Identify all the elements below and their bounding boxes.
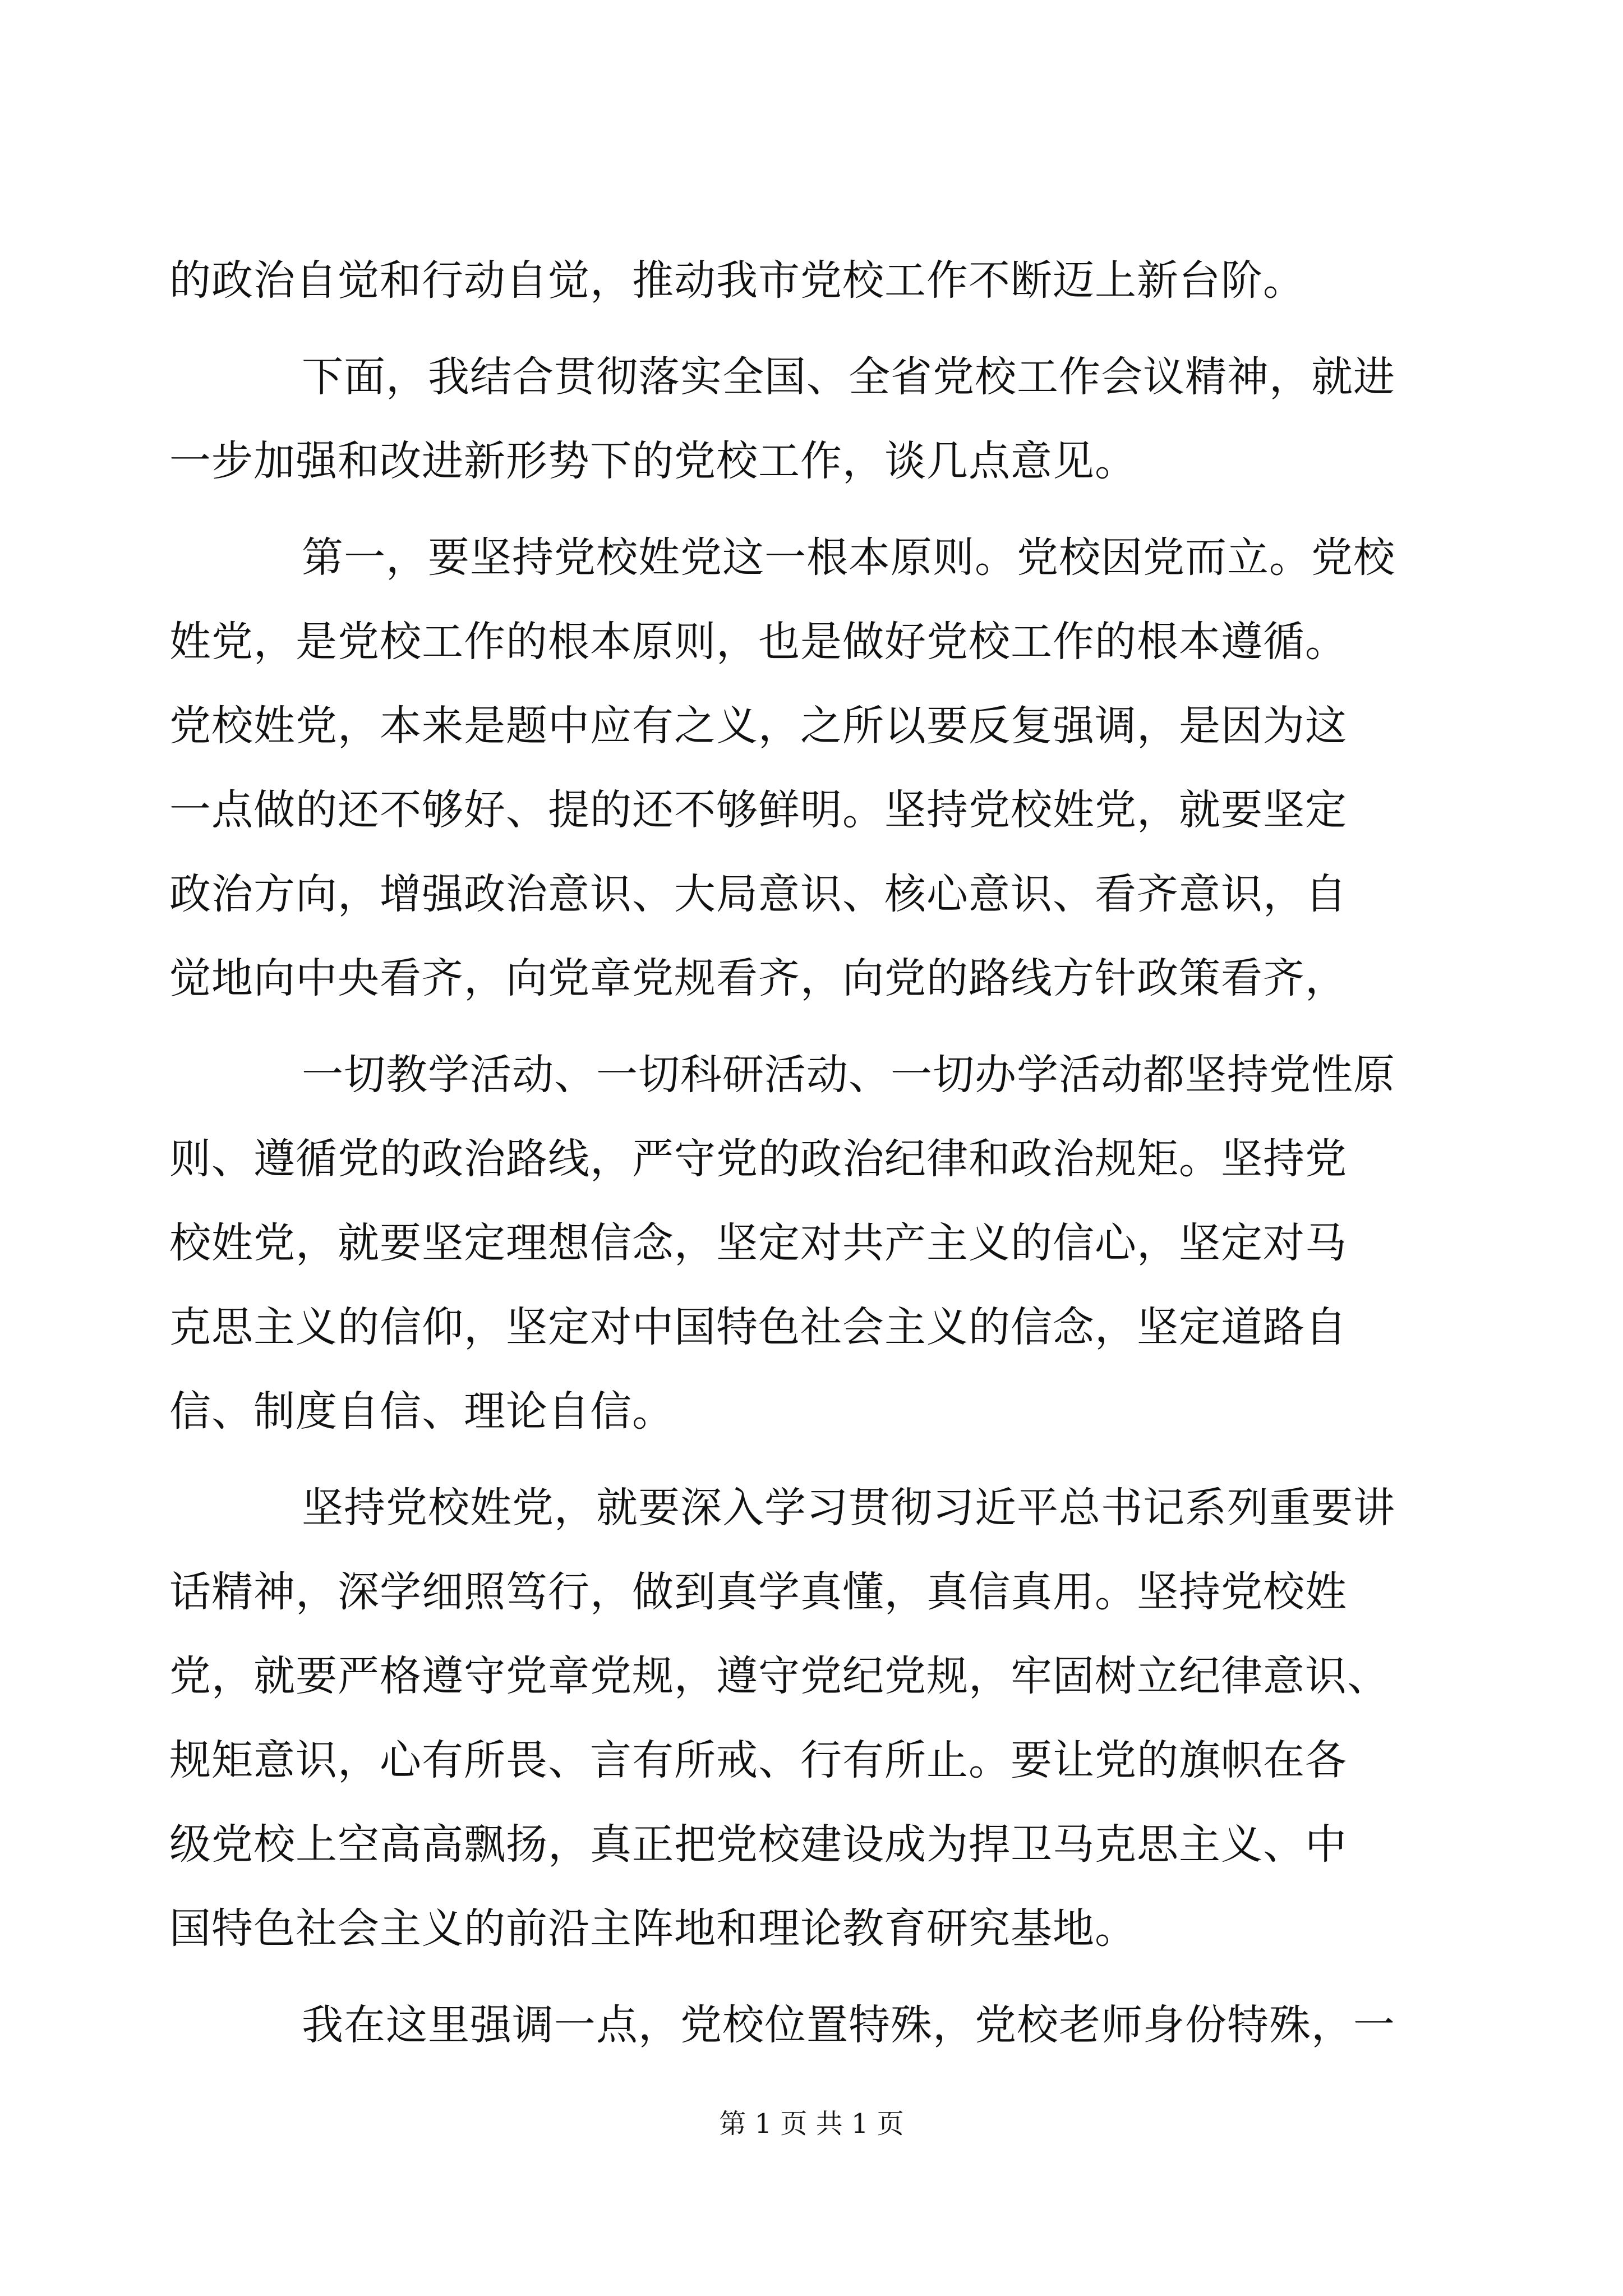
paragraph-line: 话精神，深学细照笃行，做到真学真懂，真信真用。坚持党校姓 [169,1568,1347,1616]
paragraph-line: 一切教学活动、一切科研活动、一切办学活动都坚持党性原 [302,1051,1395,1099]
paragraph-line: 党校姓党，本来是题中应有之义，之所以要反复强调，是因为这 [169,702,1347,750]
paragraph-line: 级党校上空高高飘扬，真正把党校建设成为捍卫马克思主义、中 [169,1820,1347,1869]
paragraph-line: 一步加强和改进新形势下的党校工作，谈几点意见。 [169,437,1137,485]
paragraph-line: 政治方向，增强政治意识、大局意识、核心意识、看齐意识，自 [169,870,1347,918]
paragraph-line: 规矩意识，心有所畏、言有所戒、行有所止。要让党的旗帜在各 [169,1736,1347,1784]
paragraph-line: 下面，我结合贯彻落实全国、全省党校工作会议精神，就进 [302,353,1395,401]
paragraph-line: 坚持党校姓党，就要深入学习贯彻习近平总书记系列重要讲 [302,1484,1395,1532]
paragraph-line: 克思主义的信仰，坚定对中国特色社会主义的信念，坚定道路自 [169,1303,1347,1351]
paragraph-line: 第一，要坚持党校姓党这一根本原则。党校因党而立。党校 [302,533,1395,582]
paragraph-line: 国特色社会主义的前沿主阵地和理论教育研究基地。 [169,1904,1137,1953]
paragraph-line: 信、制度自信、理论自信。 [169,1387,674,1435]
paragraph-line: 的政治自觉和行动自觉，推动我市党校工作不断迈上新台阶。 [169,256,1305,305]
page-footer: 第 1 页 共 1 页 [719,2108,904,2139]
paragraph-line: 我在这里强调一点，党校位置特殊，党校老师身份特殊，一 [302,2001,1395,2049]
paragraph-line: 一点做的还不够好、提的还不够鲜明。坚持党校姓党，就要坚定 [169,786,1347,834]
paragraph-line: 觉地向中央看齐，向党章党规看齐，向党的路线方针政策看齐， [169,954,1347,1002]
paragraph-line: 校姓党，就要坚定理想信念，坚定对共产主义的信心，坚定对马 [169,1219,1347,1267]
paragraph-line: 党，就要严格遵守党章党规，遵守党纪党规，牢固树立纪律意识、 [169,1652,1389,1700]
paragraph-line: 则、遵循党的政治路线，严守党的政治纪律和政治规矩。坚持党 [169,1135,1347,1183]
paragraph-line: 姓党，是党校工作的根本原则，也是做好党校工作的根本遵循。 [169,618,1347,666]
